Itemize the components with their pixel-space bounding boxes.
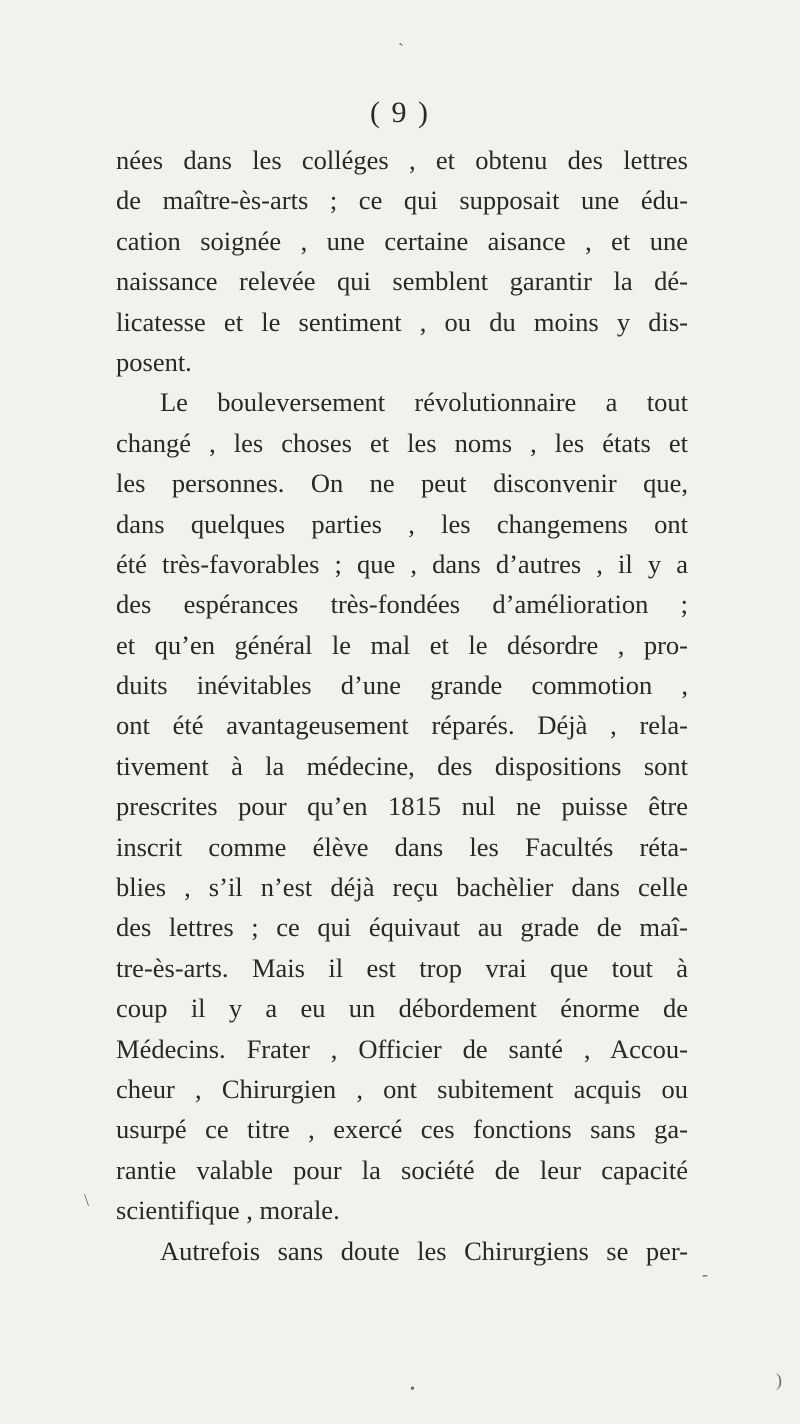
- text-line: été très-favorables ; que , dans d’autres , il y a: [116, 548, 688, 579]
- text-line: cation soignée , une certaine aisance , et une: [116, 225, 688, 256]
- text-line: inscrit comme élève dans les Facultés réta-: [116, 831, 688, 862]
- text-line: naissance relevée qui semblent garantir la dé-: [116, 266, 688, 297]
- text-line: ont été avantageusement réparés. Déjà , rela-: [116, 710, 688, 741]
- text-line: prescrites pour qu’en 1815 nul ne puisse être: [116, 791, 688, 822]
- text-line: Autrefois sans doute les Chirurgiens se per-: [160, 1235, 688, 1266]
- text-line: usurpé ce titre , exercé ces fonctions sans ga-: [116, 1114, 688, 1145]
- text-line: des lettres ; ce qui équivaut au grade de maî-: [116, 912, 688, 943]
- paper-speck: \: [84, 1190, 90, 1210]
- text-line: Le bouleversement révolutionnaire a tout: [160, 387, 688, 418]
- text-line: scientifique , morale.: [116, 1195, 340, 1226]
- text-line: cheur , Chirurgien , ont subitement acquis ou: [116, 1073, 688, 1104]
- text-line: coup il y a eu un débordement énorme de: [116, 993, 688, 1024]
- paper-speck: -: [702, 1264, 708, 1284]
- text-line: nées dans les colléges , et obtenu des lettres: [116, 145, 688, 175]
- text-line: de maître-ès-arts ; ce qui supposait une édu-: [116, 185, 688, 216]
- text-line: les personnes. On ne peut disconvenir que,: [116, 468, 688, 499]
- text-line: licatesse et le sentiment , ou du moins y dis-: [116, 306, 688, 337]
- paper-speck: ): [776, 1370, 782, 1390]
- text-line: changé , les choses et les noms , les états et: [116, 427, 688, 458]
- paper-speck: `: [398, 40, 404, 60]
- text-line: duits inévitables d’une grande commotion ,: [116, 670, 688, 701]
- paper-speck: •: [410, 1382, 415, 1397]
- text-line: des espérances très-fondées d’amélioration ;: [116, 589, 688, 620]
- page-number: ( 9 ): [370, 96, 430, 129]
- text-line: et qu’en général le mal et le désordre , pro-: [116, 629, 688, 660]
- text-line: blies , s’il n’est déjà reçu bachèlier dans celle: [116, 872, 688, 903]
- text-line: posent.: [116, 346, 192, 377]
- text-line: Médecins. Frater , Officier de santé , Accou-: [116, 1033, 688, 1064]
- text-line: dans quelques parties , les changemens ont: [116, 508, 688, 539]
- text-line: tre-ès-arts. Mais il est trop vrai que tout à: [116, 952, 688, 983]
- body-text: [116, 140, 688, 1271]
- text-line: rantie valable pour la société de leur capacité: [116, 1154, 688, 1185]
- text-line: tivement à la médecine, des dispositions sont: [116, 750, 688, 781]
